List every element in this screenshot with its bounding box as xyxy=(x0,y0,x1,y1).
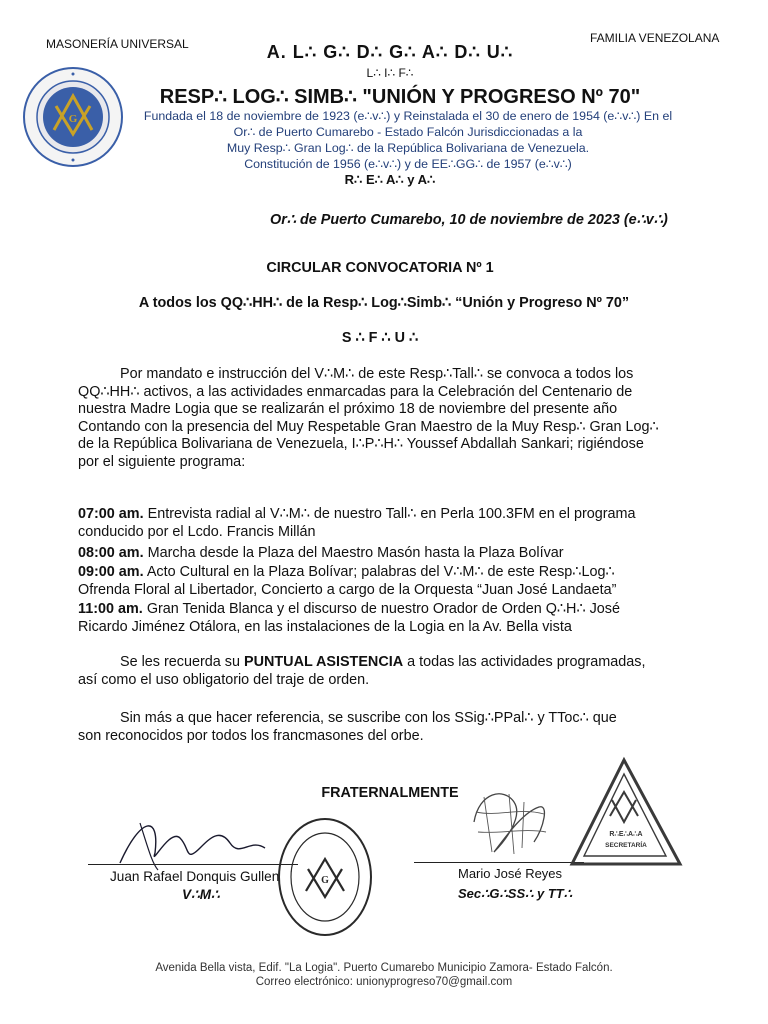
p1-line-6: por el siguiente programa: xyxy=(78,453,246,470)
triangle-secretary-stamp xyxy=(566,754,686,872)
program-text-4b: Ricardo Jiménez Otálora, en las instalaciones de la Logia en la Av. Bella vista xyxy=(78,618,572,635)
body-paragraph-1 xyxy=(78,366,684,472)
lodge-title: RESP∴ LOG∴ SIMB∴ "UNIÓN Y PROGRESO Nº 70" xyxy=(159,86,641,108)
sfu-line: S ∴ F ∴ U ∴ xyxy=(341,330,419,346)
addressee: A todos los QQ∴HH∴ de la Resp∴ Log∴Simb∴ “Unión y Progreso Nº 70” xyxy=(138,295,630,311)
triangle-stamp-label: SECRETARÍA xyxy=(605,842,647,849)
footer-email-line xyxy=(160,976,608,988)
svg-text:G: G xyxy=(68,113,78,125)
founded-block xyxy=(120,108,696,172)
closing: FRATERNALMENTE xyxy=(321,785,459,801)
footer-address: Avenida Bella vista, Edif. "La Logia". Puerto Cumarebo Municipio Zamora- Estado Falcón. xyxy=(155,962,613,974)
p2-bold: PUNTUAL ASISTENCIA xyxy=(244,654,404,670)
program-text-3b: Ofrenda Floral al Libertador, Concierto a cargo de la Orquesta “Juan José Landaeta” xyxy=(78,581,617,598)
right-signature-line xyxy=(414,862,584,863)
right-header-label: FAMILIA VENEZOLANA xyxy=(590,31,720,45)
signature-scribble-icon xyxy=(464,782,554,864)
p3-line-2: son reconocidos por todos los francmasones del orbe. xyxy=(78,727,424,744)
founded-line-4: Constitución de 1956 (e∴v∴) y de EE∴GG∴ de 1957 (e∴v∴) xyxy=(244,157,572,171)
lodge-seal-icon xyxy=(22,66,124,168)
circular-title: CIRCULAR CONVOCATORIA Nº 1 xyxy=(266,260,494,276)
p2-post: a todas las actividades programadas, xyxy=(403,654,646,670)
founded-line-1: Fundada el 18 de noviembre de 1923 (e∴v∴) y Reinstalada el 30 de enero de 1954 (e∴v∴) En el xyxy=(143,109,673,123)
left-signature-line xyxy=(88,864,298,865)
date-line: Or∴ de Puerto Cumarebo, 10 de noviembre de 2023 (e∴v∴) xyxy=(270,212,668,228)
footer-email-link[interactable]: unionyprogreso70@gmail.com xyxy=(356,976,513,988)
program-text-1b: conducido por el Lcdo. Francis Millán xyxy=(78,523,316,540)
rea-line: R∴ E∴ A∴ y A∴ xyxy=(344,172,436,187)
round-lodge-stamp xyxy=(276,815,374,939)
round-stamp-icon xyxy=(276,815,374,939)
body-paragraph-3 xyxy=(78,710,684,745)
p2-line-2: así como el uso obligatorio del traje de orden. xyxy=(78,671,370,688)
founded-line-2: Or∴ de Puerto Cumarebo - Estado Falcón Jurisdiccionadas a la xyxy=(233,125,583,139)
left-signer-title: V∴M∴ xyxy=(182,887,220,902)
p1-line-1: Por mandato e instrucción del V∴M∴ de este Resp∴Tall∴ se convoca a todos los xyxy=(120,366,634,382)
p1-line-3: nuestra Madre Logia que se realizarán el próximo 18 de noviembre del presente año xyxy=(78,401,618,418)
right-signature xyxy=(464,782,554,864)
right-signer-title: Sec∴G∴SS∴ y TT∴ xyxy=(458,886,573,901)
svg-text:G: G xyxy=(321,875,329,886)
body-paragraph-2 xyxy=(78,654,684,689)
triangle-stamp-icon xyxy=(566,754,686,872)
program-time-2: 08:00 am. xyxy=(78,545,144,561)
founded-line-3: Muy Resp∴ Gran Log∴ de la República Bolivariana de Venezuela. xyxy=(226,141,590,155)
program-time-1: 07:00 am. xyxy=(78,506,144,522)
program-item-1 xyxy=(78,506,684,541)
triangle-stamp-mid: R∴E∴A∴A xyxy=(609,831,643,838)
agdgadu: A. L∴ G∴ D∴ G∴ A∴ D∴ U∴ xyxy=(266,42,514,62)
program-item-3 xyxy=(78,564,684,599)
left-signer-name: Juan Rafael Donquis Gullen xyxy=(110,869,280,884)
program-text-2a: Marcha desde la Plaza del Maestro Masón hasta la Plaza Bolívar xyxy=(147,545,564,561)
program-item-2 xyxy=(78,545,684,563)
lodge-seal-top xyxy=(22,66,124,168)
lif-line: L∴ I∴ F∴ xyxy=(366,66,414,80)
p1-line-4: Contando con la presencia del Muy Respetable Gran Maestro de la Muy Resp∴ Gran Log∴ xyxy=(78,418,659,435)
program-text-3a: Acto Cultural en la Plaza Bolívar; palabras del V∴M∴ de este Resp∴Log∴ xyxy=(146,564,615,580)
p1-line-5: de la República Bolivariana de Venezuela, I∴P∴H∴ Youssef Abdallah Sankari; rigiéndose xyxy=(78,436,644,453)
right-signer-name: Mario José Reyes xyxy=(458,866,563,881)
program-time-3: 09:00 am. xyxy=(78,564,144,580)
program-text-4a: Gran Tenida Blanca y el discurso de nuestro Orador de Orden Q∴H∴ José xyxy=(146,601,621,617)
p2-pre: Se les recuerda su xyxy=(120,654,244,670)
p3-line-1: Sin más a que hacer referencia, se suscribe con los SSig∴PPal∴ y TToc∴ que xyxy=(120,710,617,726)
footer-email-label: Correo electrónico: xyxy=(255,976,357,988)
p1-line-2: QQ∴HH∴ activos, a las actividades enmarcadas para la Celebración del Centenario de xyxy=(78,383,633,400)
program-item-4 xyxy=(78,601,684,636)
program-time-4: 11:00 am. xyxy=(78,601,143,617)
left-header-label: MASONERÍA UNIVERSAL xyxy=(46,37,189,51)
program-text-1a: Entrevista radial al V∴M∴ de nuestro Tall∴ en Perla 100.3FM en el programa xyxy=(147,506,636,522)
